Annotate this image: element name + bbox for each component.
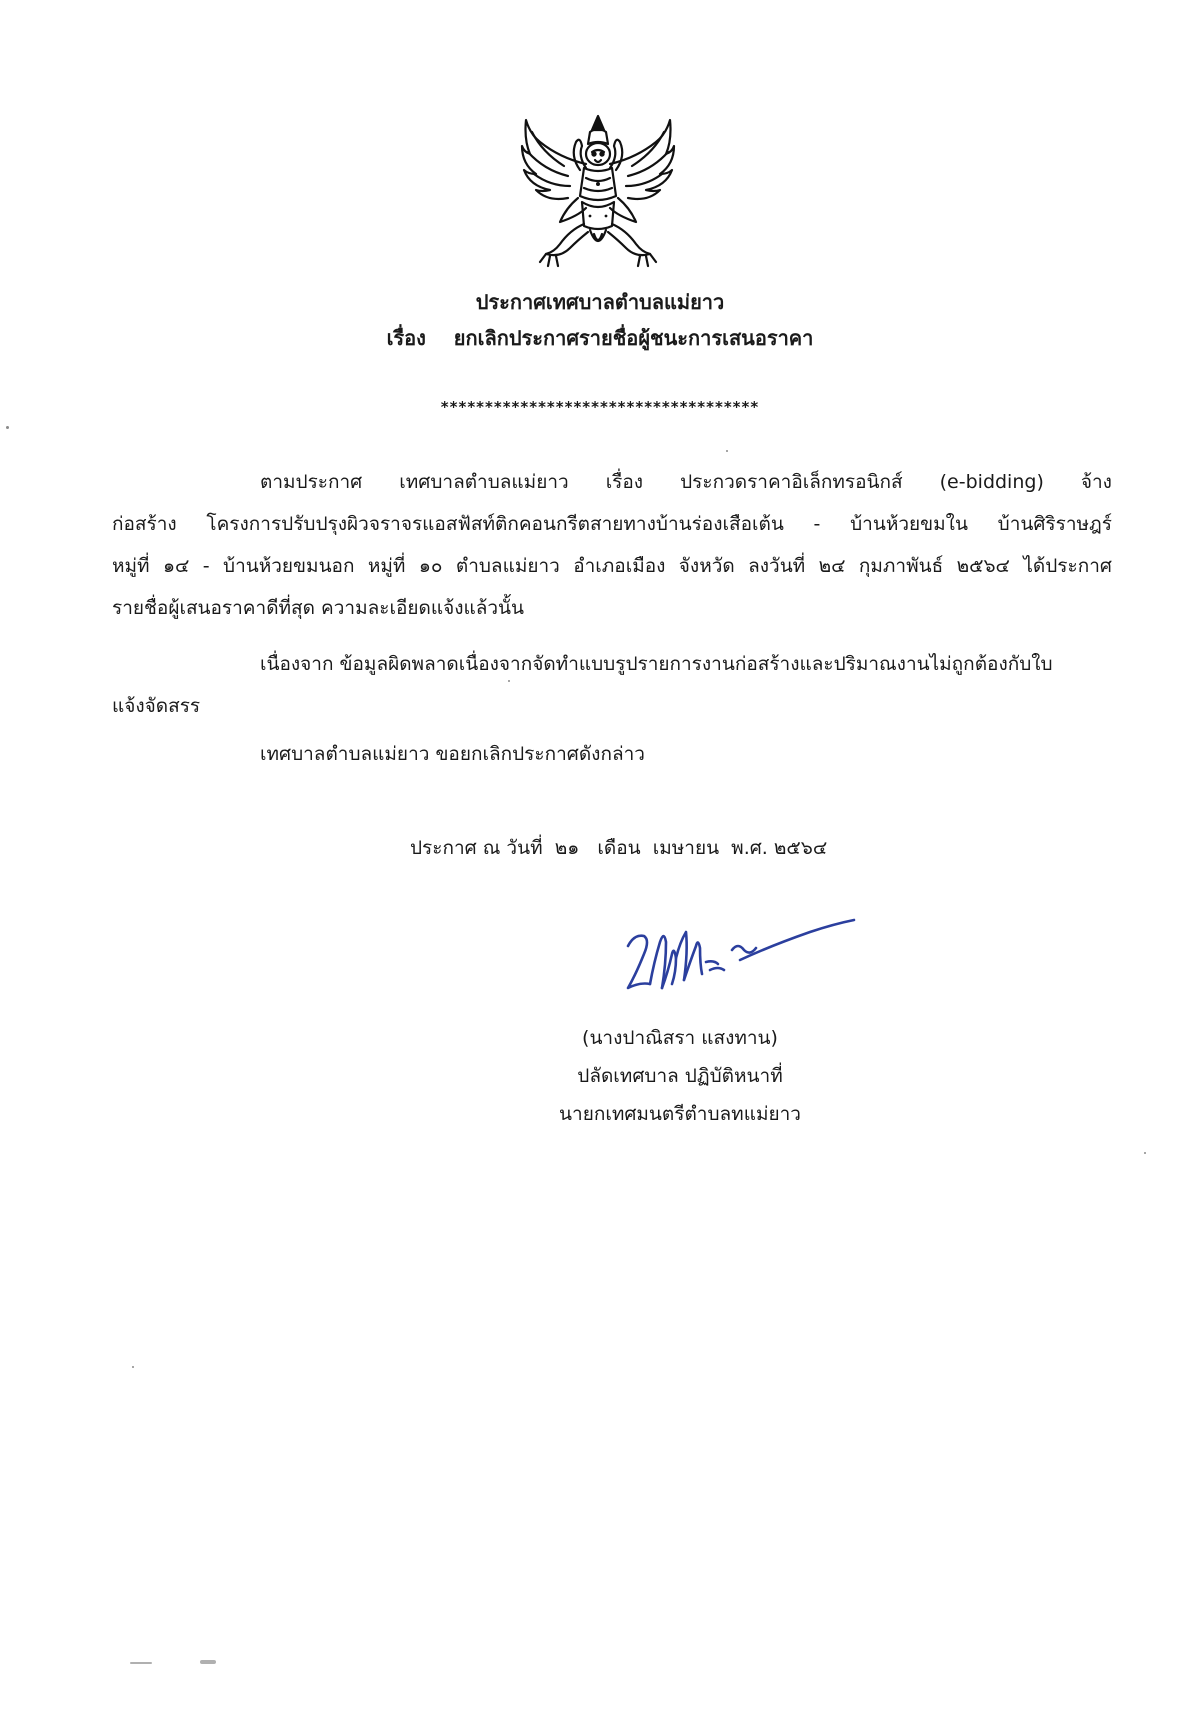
dateline-prefix: ประกาศ ณ วันที่ — [410, 837, 543, 859]
dateline-month: เมษายน — [652, 837, 720, 859]
text-segment: ลงวันที่ — [748, 555, 806, 577]
text-segment: ตำบลแม่ยาว — [455, 555, 560, 577]
text-segment: ประกวดราคาอิเล็กทรอนิกส์ — [680, 471, 903, 493]
text-segment: กุมภาพันธ์ — [858, 555, 944, 577]
dateline-month-label: เดือน — [597, 837, 641, 859]
text-segment: จังหวัด — [678, 555, 735, 577]
paragraph-2-line-2: แจ้งจัดสรร — [112, 695, 201, 717]
subject-text: ยกเลิกประกาศรายชื่อผู้ชนะการเสนอราคา — [453, 326, 814, 350]
dateline-day: ๒๑ — [554, 837, 580, 859]
scan-speck — [6, 426, 9, 429]
text-segment: บ้านห้วยขมนอก — [223, 555, 355, 577]
text-segment: หมู่ที่ — [367, 555, 406, 577]
text-segment: - — [813, 513, 821, 535]
subject-prefix: เรื่อง — [386, 326, 426, 350]
scan-speck — [130, 1662, 152, 1664]
announcement-subject — [0, 324, 1200, 352]
dateline-year-label: พ.ศ. — [731, 837, 768, 859]
text-segment: ได้ประกาศ — [1023, 555, 1112, 577]
paragraph-2-line-1: เนื่องจาก ข้อมูลผิดพลาดเนื่องจากจัดทำแบบรูปรายการงานก่อสร้างและปริมาณงานไม่ถูกต้องกับใบ — [260, 653, 1053, 675]
signatory-position-2: นายกเทศมนตรีตำบลทแม่ยาว — [559, 1103, 801, 1125]
signatory-name: (นางปาณิสรา แสงทาน) — [582, 1027, 778, 1049]
announcement-title: ประกาศเทศบาลตำบลแม่ยาว — [475, 290, 725, 314]
text-segment: ๑๐ — [418, 555, 443, 577]
separator-line: ************************************ — [440, 398, 760, 416]
scan-speck — [132, 1366, 134, 1368]
text-segment: หมู่ที่ — [112, 555, 150, 577]
text-segment: จ้าง — [1080, 471, 1112, 493]
text-segment: ๑๔ — [162, 555, 190, 577]
text-segment: บ้านห้วยขมใน — [850, 513, 968, 535]
text-segment: อำเภอเมือง — [573, 555, 666, 577]
text-segment: เรื่อง — [605, 471, 644, 493]
scan-speck — [200, 1660, 216, 1664]
signatory-position-1: ปลัดเทศบาล ปฏิบัติหนาที่ — [577, 1065, 783, 1087]
paragraph-1-line-3 — [112, 552, 1112, 580]
scan-speck — [726, 450, 728, 452]
scan-speck — [508, 680, 510, 682]
paragraph-1-line-1 — [260, 468, 1112, 496]
handwritten-signature — [610, 902, 860, 1012]
paragraph-3: เทศบาลตำบลแม่ยาว ขอยกเลิกประกาศดังกล่าว — [260, 743, 645, 765]
dateline-year: ๒๕๖๔ — [773, 837, 828, 859]
dateline — [410, 834, 827, 862]
text-segment: - — [202, 555, 210, 577]
text-segment: ๒๕๖๔ — [956, 555, 1010, 577]
text-segment: โครงการปรับปรุงผิวจราจรแอสฟัสท์ติกคอนกรีตสายทางบ้านร่องเสือเต้น — [206, 513, 784, 535]
garuda-emblem — [520, 112, 676, 272]
text-segment: ตามประกาศ — [260, 471, 363, 493]
paragraph-1-line-4: รายชื่อผู้เสนอราคาดีที่สุด ความละเอียดแจ้งแล้วนั้น — [112, 597, 525, 619]
text-segment: บ้านศิริราษฎร์ — [997, 513, 1112, 535]
text-segment: ก่อสร้าง — [112, 513, 177, 535]
text-segment: เทศบาลตำบลแม่ยาว — [399, 471, 569, 493]
text-segment: ๒๔ — [818, 555, 846, 577]
paragraph-1-line-2 — [112, 510, 1112, 538]
text-segment: (e-bidding) — [939, 471, 1044, 493]
scan-speck — [1144, 1152, 1146, 1154]
